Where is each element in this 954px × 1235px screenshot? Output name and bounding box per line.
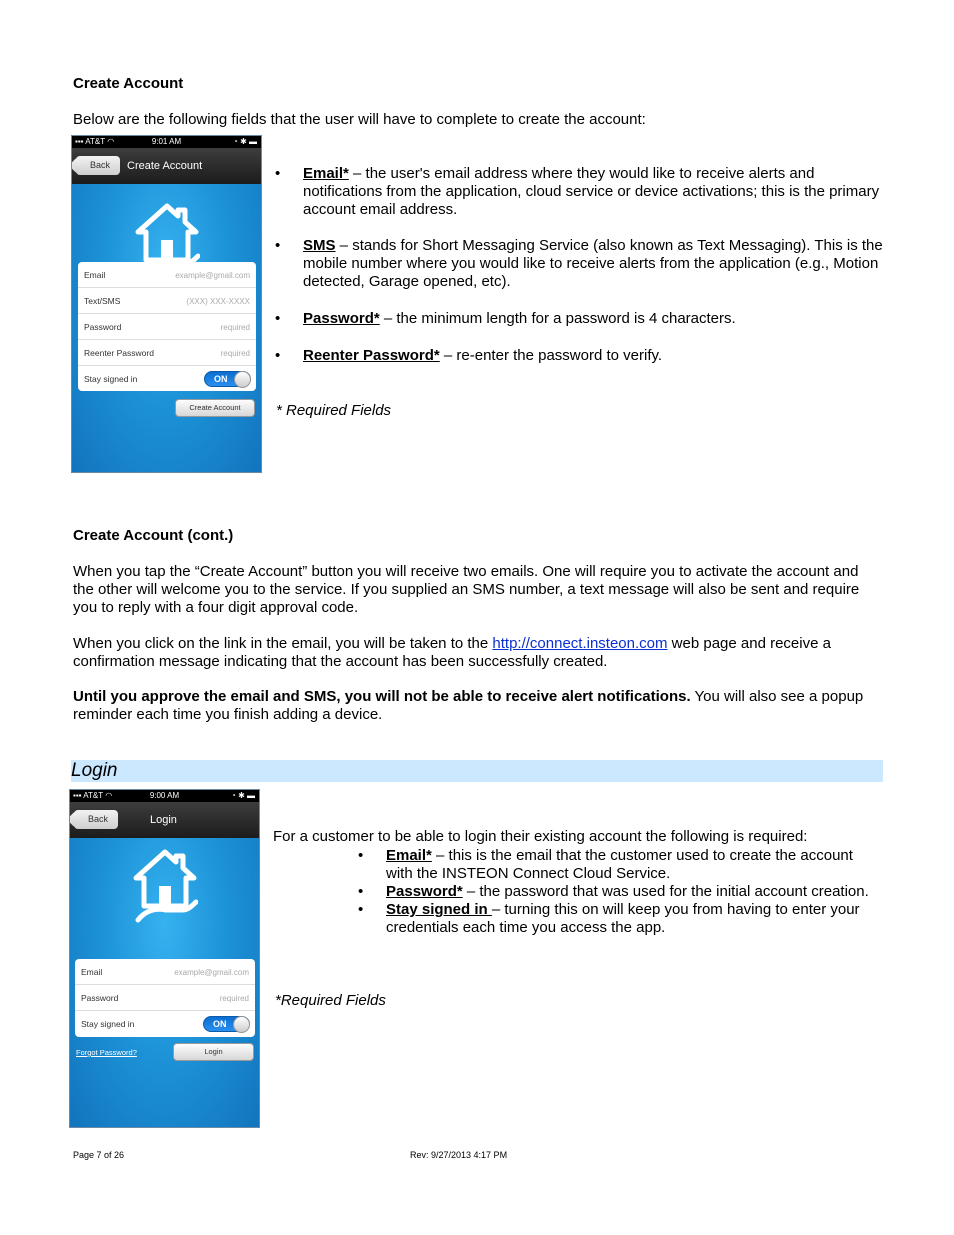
list-item	[356, 847, 883, 883]
list-item	[356, 901, 883, 937]
bullet-term: Password*	[386, 883, 463, 900]
login-section-bar	[71, 760, 883, 782]
house-hand-icon	[132, 848, 198, 924]
create-account-button[interactable]: Create Account	[175, 399, 255, 417]
status-time: 9:00 AM	[149, 791, 180, 800]
battery-icon: ◔ ✱ ▬	[231, 791, 255, 800]
bullet-term: Stay signed in	[386, 901, 492, 918]
carrier-label: ▪▪▪ AT&T ◠	[75, 137, 115, 146]
para-text: You will also see a popup reminder each time you finish adding a device.	[73, 688, 864, 723]
create-account-screenshot	[71, 135, 262, 473]
bullet-text: – turning this on will keep you from having to enter your credentials each time you access the app.	[386, 901, 860, 936]
page-number: Page 7 of 26	[73, 1150, 125, 1160]
stay-signed-in-row	[75, 1011, 255, 1037]
login-field-list	[356, 847, 883, 937]
status-time: 9:01 AM	[151, 137, 182, 146]
bullet-text: – the user's email address where they would like to receive alerts and notifications from the application, cloud service or device activations; this is the primary account email address.	[303, 165, 880, 218]
create-account-paragraph-3	[73, 688, 883, 724]
password-field[interactable]	[75, 985, 255, 1011]
back-button[interactable]: Back	[76, 156, 120, 175]
forgot-password-link[interactable]: Forgot Password?	[76, 1048, 137, 1057]
nav-title: Create Account	[127, 160, 203, 172]
section-heading-create-account-cont: Create Account (cont.)	[73, 527, 234, 544]
approval-warning: Until you approve the email and SMS, you will not be able to receive alert notifications.	[73, 688, 691, 705]
create-account-paragraph-2	[73, 635, 883, 671]
screen-body	[72, 184, 261, 472]
password-placeholder: required	[219, 994, 249, 1003]
nav-bar	[70, 802, 259, 838]
stay-signed-in-label: Stay signed in	[81, 1019, 135, 1029]
sms-label: Text/SMS	[84, 296, 121, 306]
email-placeholder: example@gmail.com	[174, 968, 249, 977]
toggle-on-label: ON	[213, 1019, 227, 1029]
toggle-on-label: ON	[214, 374, 228, 384]
toggle-knob	[234, 371, 251, 388]
bullet-text: – the minimum length for a password is 4 characters.	[379, 310, 736, 327]
required-fields-note: * Required Fields	[276, 402, 392, 419]
list-item	[273, 165, 883, 219]
bullet-term: Email*	[303, 165, 349, 182]
reenter-password-label: Reenter Password	[84, 348, 154, 358]
create-account-paragraph-1: When you tap the “Create Account” button you will receive two emails. One will require you to activate the account and the other will welcome you to the service. If you supplied an SMS number, a text message will also be sent and require you to reply with a four digit approval code.	[73, 563, 860, 616]
create-account-field-list	[273, 165, 883, 365]
email-placeholder: example@gmail.com	[175, 271, 250, 280]
stay-signed-in-toggle[interactable]	[203, 1016, 250, 1032]
back-button[interactable]: Back	[74, 810, 118, 829]
bullet-term: SMS	[303, 237, 336, 254]
login-screenshot	[69, 789, 260, 1128]
email-label: Email	[84, 270, 106, 280]
reenter-password-field[interactable]	[78, 340, 256, 366]
list-item	[273, 347, 883, 365]
list-item	[273, 310, 883, 328]
bullet-text: – the password that was used for the initial account creation.	[462, 883, 869, 900]
login-required-fields-note: *Required Fields	[275, 992, 386, 1009]
connect-insteon-link[interactable]: http://connect.insteon.com	[492, 635, 668, 652]
password-label: Password	[84, 322, 122, 332]
list-item	[273, 237, 883, 291]
status-bar	[72, 136, 261, 148]
list-item	[356, 883, 883, 901]
email-label: Email	[81, 967, 103, 977]
bullet-term: Email*	[386, 847, 432, 864]
para-text: web page and receive a confirmation message indicating that the account has been successfully created.	[73, 635, 831, 670]
revision-date: Rev: 9/27/2013 4:17 PM	[410, 1150, 508, 1160]
bullet-text: – re-enter the password to verify.	[439, 347, 663, 364]
email-field[interactable]	[78, 262, 256, 288]
reenter-password-placeholder: required	[220, 349, 250, 358]
section-heading-login: Login	[71, 760, 118, 781]
bullet-term: Reenter Password*	[303, 347, 440, 364]
create-account-form	[78, 262, 256, 391]
nav-bar	[72, 148, 261, 184]
password-field[interactable]	[78, 314, 256, 340]
toggle-knob	[233, 1016, 250, 1033]
para-text: When you click on the link in the email, you will be taken to the	[73, 635, 493, 652]
stay-signed-in-row	[78, 366, 256, 392]
email-field[interactable]	[75, 959, 255, 985]
sms-field[interactable]	[78, 288, 256, 314]
password-label: Password	[81, 993, 119, 1003]
nav-title: Login	[150, 814, 177, 826]
password-placeholder: required	[220, 323, 250, 332]
create-account-intro: Below are the following fields that the user will have to complete to create the account:	[73, 111, 646, 128]
login-form	[75, 959, 255, 1037]
carrier-label: ▪▪▪ AT&T ◠	[73, 791, 113, 800]
login-button[interactable]: Login	[173, 1043, 254, 1061]
screen-body	[70, 838, 259, 1127]
sms-placeholder: (XXX) XXX-XXXX	[186, 297, 250, 306]
stay-signed-in-toggle[interactable]	[204, 371, 251, 387]
status-bar	[70, 790, 259, 802]
bullet-text: – this is the email that the customer used to create the account with the INSTEON Connect Cloud Service.	[386, 847, 853, 882]
section-heading-create-account: Create Account	[73, 75, 184, 92]
bullet-term: Password*	[303, 310, 380, 327]
login-intro: For a customer to be able to login their existing account the following is required:	[273, 828, 808, 845]
bullet-text: – stands for Short Messaging Service (also known as Text Messaging). This is the mobile number where you would like to receive alerts from the application (e.g., Motion detected, Garage opened, etc).	[303, 237, 883, 290]
stay-signed-in-label: Stay signed in	[84, 374, 138, 384]
battery-icon: ◔ ✱ ▬	[233, 137, 257, 146]
